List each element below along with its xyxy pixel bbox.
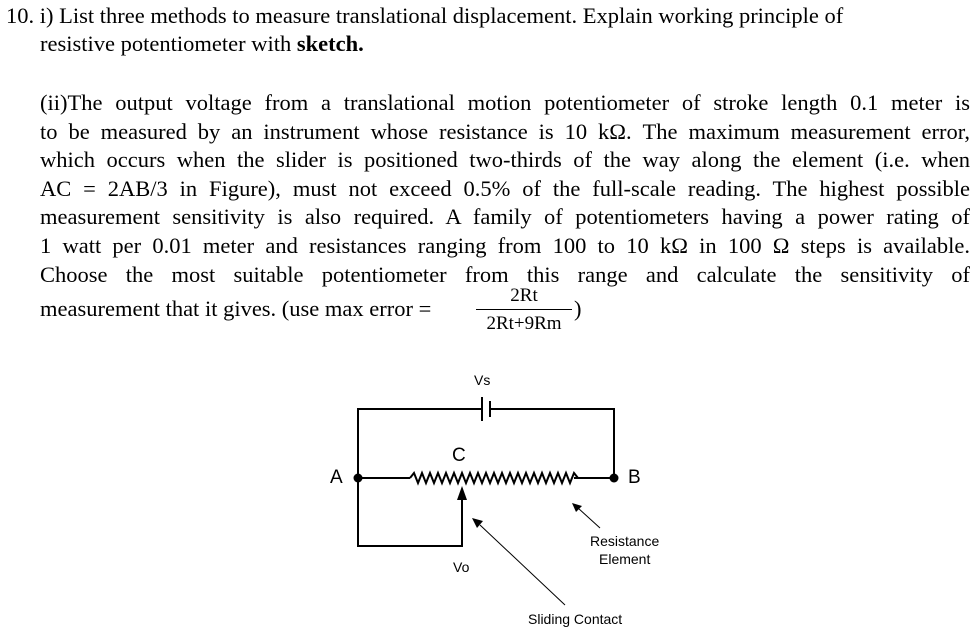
closing-paren: ) bbox=[574, 296, 582, 321]
terminal-b-dot bbox=[610, 474, 619, 483]
formula-numerator: 2Rt bbox=[510, 285, 538, 306]
label-element: Element bbox=[599, 551, 651, 567]
question-part-2-line: which occurs when the slider is positioned two-thirds of the way along the element (i.e. when bbox=[40, 147, 970, 173]
label-vs: Vs bbox=[474, 372, 491, 388]
question-part-1-line-2-text: resistive potentiometer with bbox=[40, 31, 297, 56]
label-sliding-contact: Sliding Contact bbox=[528, 611, 623, 627]
question-part-2-line: AC = 2AB/3 in Figure), must not exceed 0.5% of the full-scale reading. The highest possible bbox=[40, 175, 970, 201]
question-part-2-line: 1 watt per 0.01 meter and resistances ranging from 100 to 10 kΩ in 100 Ω steps is available. bbox=[40, 232, 970, 258]
wire-top-left bbox=[358, 409, 482, 478]
terminal-a-dot bbox=[354, 474, 363, 483]
question-part-2-last-line: measurement that it gives. (use max error = bbox=[40, 296, 432, 321]
question-part-2-line: Choose the most suitable potentiometer from this range and calculate the sensitivity of bbox=[40, 261, 970, 287]
sketch-bold-word: sketch. bbox=[296, 31, 364, 56]
label-resistance: Resistance bbox=[590, 533, 660, 549]
question-part-2-line: to be measured by an instrument whose resistance is 10 kΩ. The maximum measurement error, bbox=[40, 118, 970, 144]
question-part-2-line: measurement sensitivity is also required. A family of potentiometers having a power rating of bbox=[40, 204, 970, 230]
slider-arrowhead bbox=[457, 486, 467, 500]
label-vo: Vo bbox=[453, 559, 470, 575]
resistance-element-zigzag bbox=[410, 473, 578, 483]
label-c: C bbox=[452, 445, 466, 466]
label-a: A bbox=[330, 467, 343, 488]
formula-denominator: 2Rt+9Rm bbox=[486, 313, 562, 334]
resistance-pointer-line bbox=[578, 508, 600, 528]
question-number: 10. bbox=[6, 3, 35, 28]
question-part-1-line-1: i) List three methods to measure translational displacement. Explain working principle of bbox=[39, 3, 844, 28]
wire-bottom-loop bbox=[358, 478, 462, 546]
question-part-2-line: (ii)The output voltage from a translational motion potentiometer of stroke length 0.1 meter is bbox=[40, 90, 970, 115]
wire-top-right bbox=[490, 409, 614, 478]
label-b: B bbox=[628, 467, 641, 488]
sliding-pointer-line bbox=[480, 525, 565, 605]
